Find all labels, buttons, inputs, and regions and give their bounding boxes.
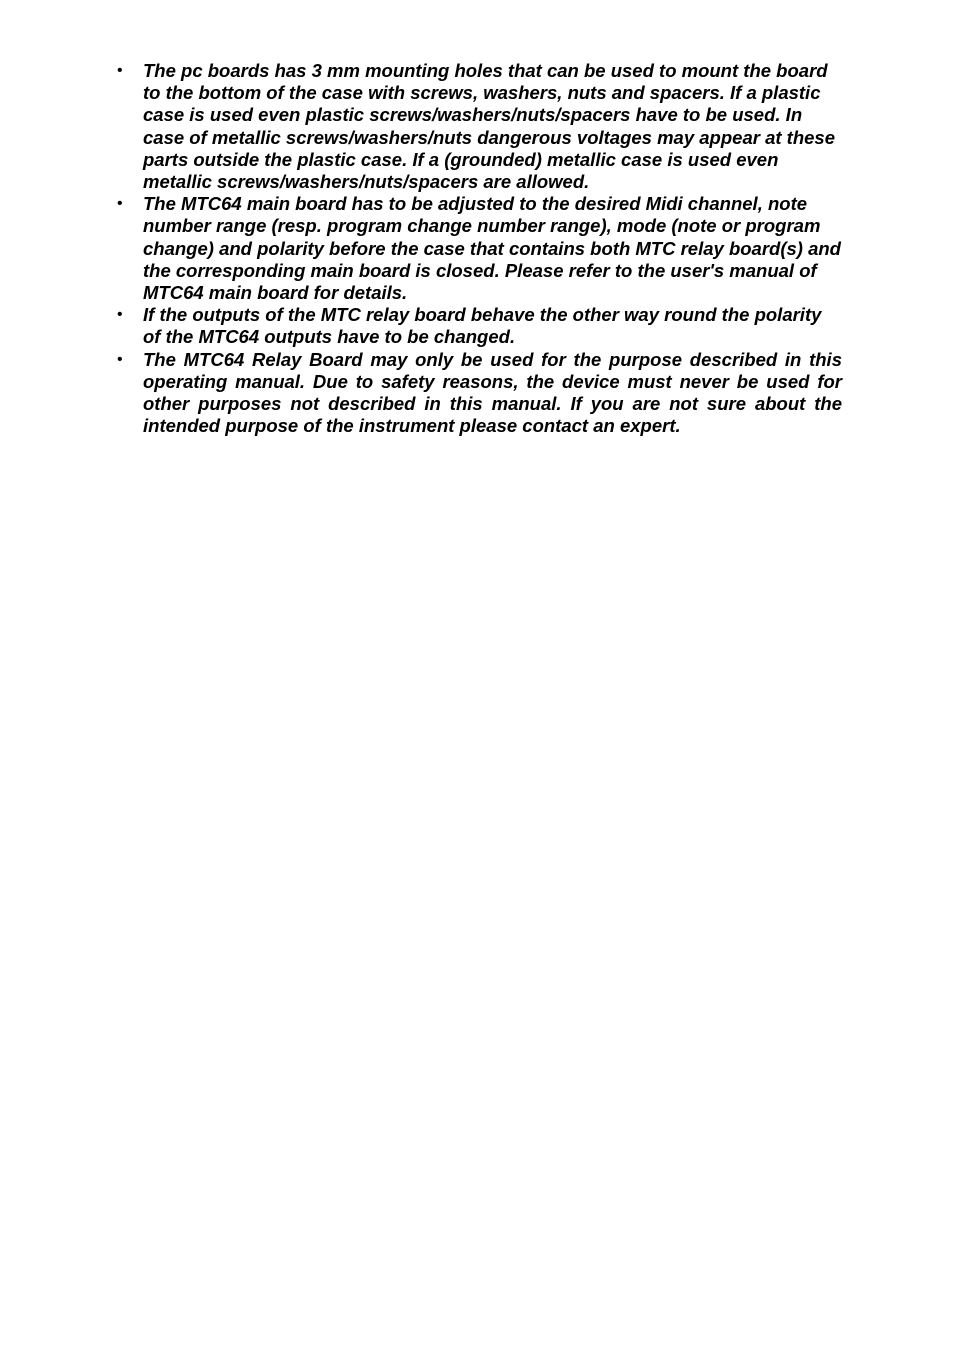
polarity-note: If the outputs of the MTC relay board behave the other way round the polarity of the MTC64 outputs have to be changed.	[143, 304, 822, 348]
bullet-icon: •	[117, 350, 123, 368]
list-item	[117, 348, 842, 438]
bullet-icon: •	[117, 195, 123, 213]
main-board-adjustment-note: The MTC64 main board has to be adjusted to the desired Midi channel, note number range (resp. program change number range), mode (note or program change) and polarity before the case that contains both MTC relay board(s) and the corresponding main board is closed. Please refer to the user's manual of MTC64 main board for details.	[143, 193, 841, 304]
mounting-holes-note: The pc boards has 3 mm mounting holes that can be used to mount the board to the bottom of the case with screws, washers, nuts and spacers. If a plastic case is used even plastic screws/washers/nuts/spacers have to be used. In case of metallic screws/washers/nuts dangerous voltages may appear at these parts outside the plastic case. If a (grounded) metallic case is used even metallic screws/washers/nuts/spacers are allowed.	[143, 60, 835, 193]
list-item	[117, 193, 842, 304]
list-item	[117, 304, 842, 348]
list-item	[117, 60, 842, 193]
intended-purpose-note: The MTC64 Relay Board may only be used for the purpose described in this operating manual. Due to safety reasons, the device must never be used for other purposes not described in this manual. If you are not sure about the intended purpose of the instrument please contact an expert.	[143, 348, 842, 437]
bullet-icon: •	[117, 62, 123, 79]
safety-notes-list	[117, 60, 842, 437]
bullet-icon: •	[117, 306, 123, 324]
